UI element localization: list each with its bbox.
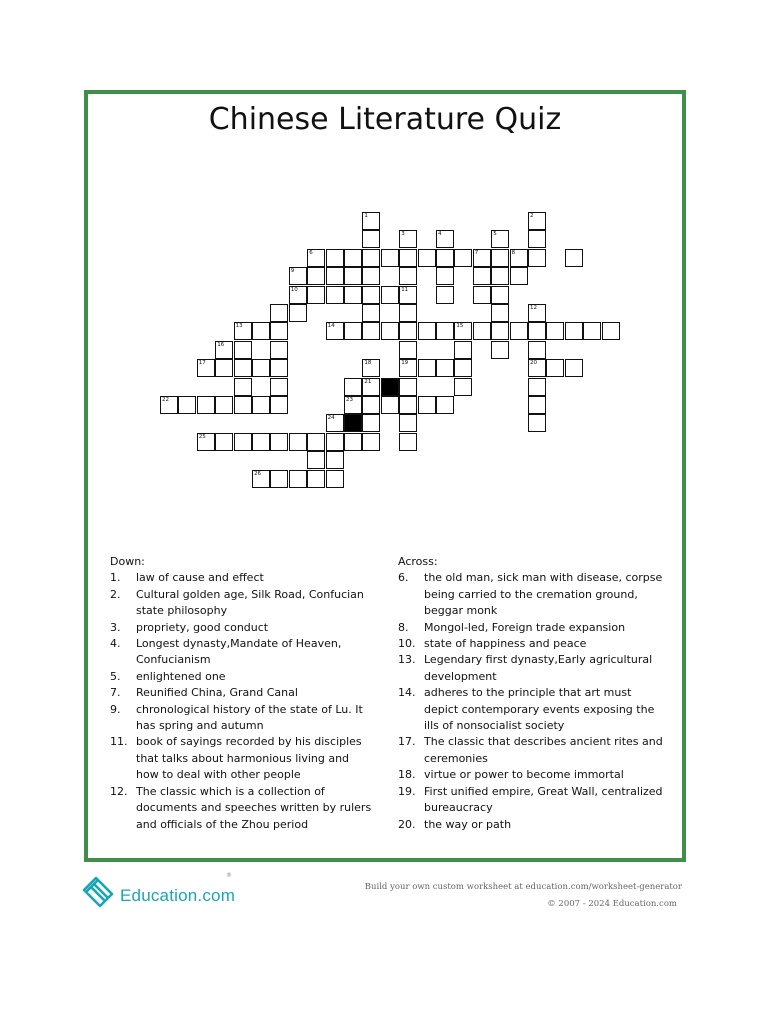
crossword-cell[interactable] <box>178 396 196 414</box>
down-heading: Down: <box>110 555 145 568</box>
crossword-cell[interactable] <box>399 286 417 304</box>
crossword-clue-number: 2 <box>530 213 534 219</box>
crossword-clue-number: 12 <box>530 305 537 311</box>
crossword-cell[interactable] <box>307 433 325 451</box>
crossword-cell[interactable] <box>362 286 380 304</box>
crossword-cell[interactable] <box>344 322 362 340</box>
crossword-cell[interactable] <box>473 322 491 340</box>
crossword-black-cell <box>344 414 362 432</box>
clue-number: 2. <box>110 587 121 601</box>
clue-number: 12. <box>110 784 128 798</box>
trademark-mark: ® <box>226 872 232 879</box>
crossword-cell[interactable] <box>307 249 325 267</box>
crossword-cell[interactable] <box>565 359 583 377</box>
clue-text: Cultural golden age, Silk Road, Confucian state philosophy <box>136 587 364 618</box>
crossword-cell[interactable] <box>252 322 270 340</box>
down-clue <box>110 669 372 685</box>
crossword-cell[interactable] <box>215 359 233 377</box>
crossword-cell[interactable] <box>326 470 344 488</box>
crossword-cell[interactable] <box>197 396 215 414</box>
down-clues <box>110 554 372 833</box>
crossword-cell[interactable] <box>436 359 454 377</box>
crossword-cell[interactable] <box>270 304 288 322</box>
across-clue <box>398 652 668 685</box>
across-clue <box>398 636 668 652</box>
crossword-cell[interactable] <box>546 322 564 340</box>
crossword-cell[interactable] <box>307 286 325 304</box>
footer-copyright: © 2007 - 2024 Education.com <box>547 899 677 909</box>
crossword-cell[interactable] <box>454 341 472 359</box>
crossword-cell[interactable] <box>234 378 252 396</box>
clue-text: state of happiness and peace <box>424 637 587 651</box>
crossword-cell[interactable] <box>362 359 380 377</box>
crossword-clue-number: 15 <box>456 323 464 330</box>
crossword-cell[interactable] <box>418 249 436 267</box>
crossword-cell[interactable] <box>454 249 472 267</box>
crossword-cell[interactable] <box>215 341 233 359</box>
crossword-cell[interactable] <box>160 396 178 414</box>
clue-number: 17. <box>398 735 416 749</box>
down-clue <box>110 620 372 636</box>
crossword-cell[interactable] <box>565 322 583 340</box>
crossword-cell[interactable] <box>491 267 509 285</box>
crossword-black-cell <box>381 378 399 396</box>
clue-text: enlightened one <box>136 669 226 683</box>
crossword-cell[interactable] <box>326 322 344 340</box>
clue-number: 4. <box>110 637 121 651</box>
clue-number: 6. <box>398 571 409 585</box>
clue-number: 8. <box>398 620 409 634</box>
crossword-cell[interactable] <box>528 378 546 396</box>
crossword-clue-number: 1 <box>364 213 368 219</box>
crossword-clue-number: 16 <box>217 341 225 348</box>
crossword-cell[interactable] <box>528 212 546 230</box>
crossword-cell[interactable] <box>252 470 270 488</box>
crossword-cell[interactable] <box>344 396 362 414</box>
clue-text: chronological history of the state of Lu. It has spring and autumn <box>136 702 363 733</box>
crossword-clue-number: 25 <box>198 433 206 440</box>
crossword-cell[interactable] <box>270 359 288 377</box>
crossword-clue-number: 21 <box>364 378 372 385</box>
crossword-cell[interactable] <box>546 359 564 377</box>
crossword-cell[interactable] <box>399 341 417 359</box>
crossword-cell[interactable] <box>362 396 380 414</box>
crossword-cell[interactable] <box>454 378 472 396</box>
clue-text: Reunified China, Grand Canal <box>136 686 298 700</box>
crossword-cell[interactable] <box>491 341 509 359</box>
crossword-cell[interactable] <box>473 249 491 267</box>
crossword-cell[interactable] <box>528 304 546 322</box>
down-clue <box>110 570 372 586</box>
crossword-cell[interactable] <box>307 470 325 488</box>
clue-text: law of cause and effect <box>136 571 264 585</box>
crossword-clue-number: 18 <box>364 360 372 367</box>
crossword-cell[interactable] <box>399 304 417 322</box>
crossword-cell[interactable] <box>399 230 417 248</box>
clue-number: 1. <box>110 571 121 585</box>
crossword-clue-number: 14 <box>327 323 335 330</box>
crossword-cell[interactable] <box>362 212 380 230</box>
crossword-cell[interactable] <box>399 396 417 414</box>
across-clue <box>398 570 668 619</box>
crossword-cell[interactable] <box>528 322 546 340</box>
crossword-cell[interactable] <box>491 249 509 267</box>
education-logo-icon <box>82 872 118 908</box>
crossword-cell[interactable] <box>215 433 233 451</box>
crossword-cell[interactable] <box>528 230 546 248</box>
crossword-cell[interactable] <box>399 249 417 267</box>
crossword-cell[interactable] <box>289 286 307 304</box>
crossword-cell[interactable] <box>436 396 454 414</box>
crossword-cell[interactable] <box>399 322 417 340</box>
crossword-clue-number: 8 <box>511 249 516 256</box>
crossword-cell[interactable] <box>473 286 491 304</box>
crossword-cell[interactable] <box>252 396 270 414</box>
clue-number: 10. <box>398 637 416 651</box>
crossword-clue-number: 10 <box>290 286 298 293</box>
crossword-cell[interactable] <box>362 414 380 432</box>
crossword-cell[interactable] <box>473 267 491 285</box>
crossword-cell[interactable] <box>528 341 546 359</box>
footer-tagline: Build your own custom worksheet at education.com/worksheet-generator <box>364 882 682 892</box>
crossword-cell[interactable] <box>436 249 454 267</box>
worksheet-frame <box>84 90 686 862</box>
clue-text: The classic which is a collection of documents and speeches written by rulers and officials of the Zhou period <box>136 784 372 831</box>
crossword-clue-number: 7 <box>474 249 479 256</box>
crossword-cell[interactable] <box>197 359 215 377</box>
crossword-cell[interactable] <box>381 396 399 414</box>
crossword-cell[interactable] <box>528 359 546 377</box>
clue-number: 5. <box>110 669 121 683</box>
crossword-cell[interactable] <box>289 304 307 322</box>
page-title: Chinese Literature Quiz <box>208 102 562 137</box>
clue-number: 18. <box>398 768 416 782</box>
crossword-clue-number: 22 <box>162 397 169 403</box>
crossword-clue-number: 5 <box>493 231 497 238</box>
clue-text: adheres to the principle that art must depict contemporary events exposing the ills of nonsocialist society <box>424 686 655 733</box>
crossword-cell[interactable] <box>491 230 509 248</box>
crossword-cell[interactable] <box>270 433 288 451</box>
crossword-cell[interactable] <box>362 249 380 267</box>
crossword-clue-number: 23 <box>346 397 353 403</box>
crossword-cell[interactable] <box>270 470 288 488</box>
crossword-cell[interactable] <box>234 322 252 340</box>
clue-text: the way or path <box>424 817 512 831</box>
crossword-cell[interactable] <box>270 396 288 414</box>
crossword-cell[interactable] <box>528 414 546 432</box>
crossword-cell[interactable] <box>418 322 436 340</box>
crossword-cell[interactable] <box>510 267 528 285</box>
down-clue <box>110 685 372 701</box>
crossword-cell[interactable] <box>270 378 288 396</box>
crossword-cell[interactable] <box>491 304 509 322</box>
crossword-cell[interactable] <box>326 267 344 285</box>
crossword-cell[interactable] <box>326 433 344 451</box>
clue-number: 20. <box>398 817 416 831</box>
down-clue <box>110 784 372 833</box>
clue-number: 19. <box>398 784 416 798</box>
crossword-cell[interactable] <box>454 322 472 340</box>
crossword-cell[interactable] <box>399 378 417 396</box>
crossword-cell[interactable] <box>252 359 270 377</box>
crossword-cell[interactable] <box>399 433 417 451</box>
across-clue <box>398 620 668 636</box>
crossword-cell[interactable] <box>399 414 417 432</box>
across-clue <box>398 784 668 817</box>
crossword-cell[interactable] <box>399 359 417 377</box>
crossword-clue-number: 11 <box>401 286 409 293</box>
education-logo[interactable] <box>82 870 252 910</box>
crossword-cell[interactable] <box>362 267 380 285</box>
crossword-cell[interactable] <box>326 286 344 304</box>
crossword-clue-number: 9 <box>290 268 295 275</box>
crossword-cell[interactable] <box>197 433 215 451</box>
crossword-cell[interactable] <box>362 322 380 340</box>
crossword-cell[interactable] <box>307 451 325 469</box>
crossword-cell[interactable] <box>418 359 436 377</box>
crossword-cell[interactable] <box>289 470 307 488</box>
crossword-cell[interactable] <box>270 322 288 340</box>
crossword-cell[interactable] <box>510 249 528 267</box>
crossword-cell[interactable] <box>362 433 380 451</box>
clue-text: Longest dynasty,Mandate of Heaven, Confucianism <box>136 637 342 667</box>
crossword-cell[interactable] <box>344 267 362 285</box>
crossword-cell[interactable] <box>234 359 252 377</box>
crossword-cell[interactable] <box>289 433 307 451</box>
crossword-clue-number: 4 <box>438 231 442 238</box>
crossword-clue-number: 13 <box>235 323 243 330</box>
crossword-cell[interactable] <box>270 341 288 359</box>
crossword-cell[interactable] <box>252 433 270 451</box>
crossword-cell[interactable] <box>362 230 380 248</box>
crossword-cell[interactable] <box>234 341 252 359</box>
clue-text: Legendary first dynasty,Early agricultural development <box>424 653 653 683</box>
crossword-clue-number: 6 <box>309 249 313 256</box>
clue-text: the old man, sick man with disease, corpse being carried to the cremation ground, beggar monk <box>424 571 663 618</box>
crossword-cell[interactable] <box>381 286 399 304</box>
crossword-cell[interactable] <box>528 396 546 414</box>
crossword-cell[interactable] <box>362 304 380 322</box>
crossword-cell[interactable] <box>436 286 454 304</box>
down-clue <box>110 587 372 620</box>
crossword-cell[interactable] <box>344 286 362 304</box>
across-clue <box>398 685 668 734</box>
brand-name: Education.com <box>120 886 236 905</box>
crossword-cell[interactable] <box>344 378 362 396</box>
across-clues <box>398 554 668 833</box>
across-heading: Across: <box>398 555 438 568</box>
crossword-cell[interactable] <box>399 267 417 285</box>
crossword-cell[interactable] <box>344 249 362 267</box>
across-clue <box>398 817 668 833</box>
crossword-cell[interactable] <box>234 396 252 414</box>
clue-number: 14. <box>398 686 416 700</box>
crossword-clue-number: 19 <box>401 360 409 367</box>
crossword-cell[interactable] <box>491 286 509 304</box>
crossword-cell[interactable] <box>234 433 252 451</box>
crossword-cell[interactable] <box>307 267 325 285</box>
crossword-cell[interactable] <box>381 249 399 267</box>
crossword-cell[interactable] <box>362 378 380 396</box>
down-clue <box>110 636 372 669</box>
down-clue <box>110 734 372 783</box>
across-clue <box>398 734 668 767</box>
crossword-cell[interactable] <box>436 322 454 340</box>
crossword-cell[interactable] <box>528 249 546 267</box>
crossword-clue-number: 24 <box>327 415 335 422</box>
crossword-cell[interactable] <box>381 322 399 340</box>
crossword-cell[interactable] <box>326 451 344 469</box>
crossword-cell[interactable] <box>326 249 344 267</box>
crossword-cell[interactable] <box>491 322 509 340</box>
crossword-cell[interactable] <box>215 396 233 414</box>
clue-number: 13. <box>398 653 416 667</box>
crossword-cell[interactable] <box>289 267 307 285</box>
down-clue <box>110 702 372 735</box>
clue-text: virtue or power to become immortal <box>424 768 624 782</box>
crossword-cell[interactable] <box>510 322 528 340</box>
crossword-cell[interactable] <box>454 359 472 377</box>
clue-text: Mongol-led, Foreign trade expansion <box>424 620 626 634</box>
crossword-clue-number: 3 <box>401 231 405 238</box>
clue-text: book of sayings recorded by his disciples that talks about harmonious living and how to deal with other people <box>136 735 362 782</box>
crossword-clue-number: 20 <box>530 360 537 367</box>
clue-number: 11. <box>110 735 128 749</box>
crossword-cell[interactable] <box>436 267 454 285</box>
crossword-cell[interactable] <box>565 249 583 267</box>
crossword-cell[interactable] <box>418 396 436 414</box>
crossword-cell[interactable] <box>602 322 620 340</box>
crossword-clue-number: 26 <box>254 470 261 477</box>
clue-number: 3. <box>110 620 121 634</box>
crossword-cell[interactable] <box>583 322 601 340</box>
clue-text: First unified empire, Great Wall, centralized bureaucracy <box>424 784 663 815</box>
across-clue <box>398 767 668 783</box>
clue-number: 9. <box>110 702 121 716</box>
clue-text: propriety, good conduct <box>136 620 269 634</box>
clue-number: 7. <box>110 686 121 700</box>
crossword-clue-number: 17 <box>198 360 206 367</box>
crossword-cell[interactable] <box>344 433 362 451</box>
crossword-cell[interactable] <box>436 230 454 248</box>
crossword-cell[interactable] <box>326 414 344 432</box>
clue-text: The classic that describes ancient rites and ceremonies <box>424 735 663 765</box>
